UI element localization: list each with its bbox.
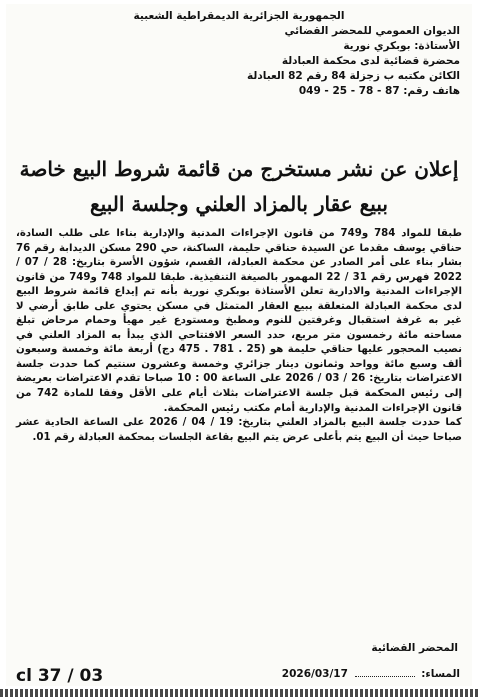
bailiff-name: الأستاذة: بوبكري نورية <box>343 40 460 52</box>
office-line: الديوان العمومي للمحضر القضائي <box>284 25 460 37</box>
address-line: الكائن مكتبه ب زجزلة 84 رقم 82 العبادلة <box>247 70 460 82</box>
publication-date: 2026/03/17 <box>281 668 348 680</box>
publication-date-line <box>282 668 460 680</box>
ad-code: cl 37 / 03 <box>16 666 104 686</box>
footer <box>6 668 472 686</box>
announcement-title-line1: إعلان عن نشر مستخرج من قائمة شروط البيع خاصة <box>19 157 459 181</box>
announcement-clipping <box>6 4 472 686</box>
republic-heading: الجمهورية الجزائرية الديمقراطية الشعبية <box>133 10 345 22</box>
body-paragraph-sale: كما حددت جلسة البيع بالمزاد العلني بتاريخ: 19 / 04 / 2026 على الساعة الحادية عشر صباحا حيث أن البيع يتم بأعلى عرض يتم البيع بقاعة الجلسات بمحكمة العبادلة رقم 01. <box>16 417 462 443</box>
masa-label: المساء: <box>421 668 460 680</box>
signature: المحضر القضائية <box>371 642 458 654</box>
court-line: محضرة قضائية لدى محكمة العبادلة <box>281 55 460 67</box>
phone-line: هاتف رقم: 87 - 78 - 25 - 049 <box>298 85 460 97</box>
body-paragraph-main: طبقا للمواد 784 و749 من قانون الإجراءات المدنية والإدارية بناءا على طلب السادة، حناقي يوسف مقدما عن السيدة حناقي حليمة، الساكنة، حي 290 مسكن الديدابة رقم 76 بشار بناء على أمر الصادر عن محكمة العبادلة، القسم، شؤون الأسرة بتاريخ: 28 / 07 / 2022 فهرس رقم 31 / 22 المهمور بالصيغة التنفيذية. طبقا للمواد 748 و749 من قانون الإجراءات المدنية والادارية تعلن الأستاذة بوبكري نورية بأنه تم إيداع قائمة شروط البيع لدى محكمة العبادلة المتعلقة ببيع العقار المتمثل في مسكن يحتوي على طابق أرضي لا غير به غرفة استقبال وغرفتين للنوم ومطبخ ومستودع غير مهيأ وحمام مرحاض تبلغ مساحته مائة رخمسون متر مربع، حدد السعر الافتتاحي الذي يبدأ به المزاد العلني في نصيب المحجور عليها حناقي حليمة هو (25 . 781 . 475 دج) أربعة مائة وخمسة وسبعون ألف وسبع مائة وواحد وثمانون دينار جزائري وخمسة وعشرون سنتيم كما حددت جلسة الاعتراضات بتاريخ: 26 / 03 / 2026 على الساعة 00 : 10 صباحا تقدم الاعتراضات بعريضة إلى رئيس المحكمة قبل جلسة الاعتراضات بثلاث أيام على الأقل وفقا للمادة 742 من قانون الإجراءات المدنية والإدارية أمام مكتب رئيس المحكمة. <box>16 228 462 414</box>
dotted-rule <box>355 668 415 677</box>
announcement-title-line2: ببيع عقار بالمزاد العلني وجلسة البيع <box>90 192 388 216</box>
torn-edge <box>0 689 478 697</box>
announcement-body <box>16 227 462 445</box>
